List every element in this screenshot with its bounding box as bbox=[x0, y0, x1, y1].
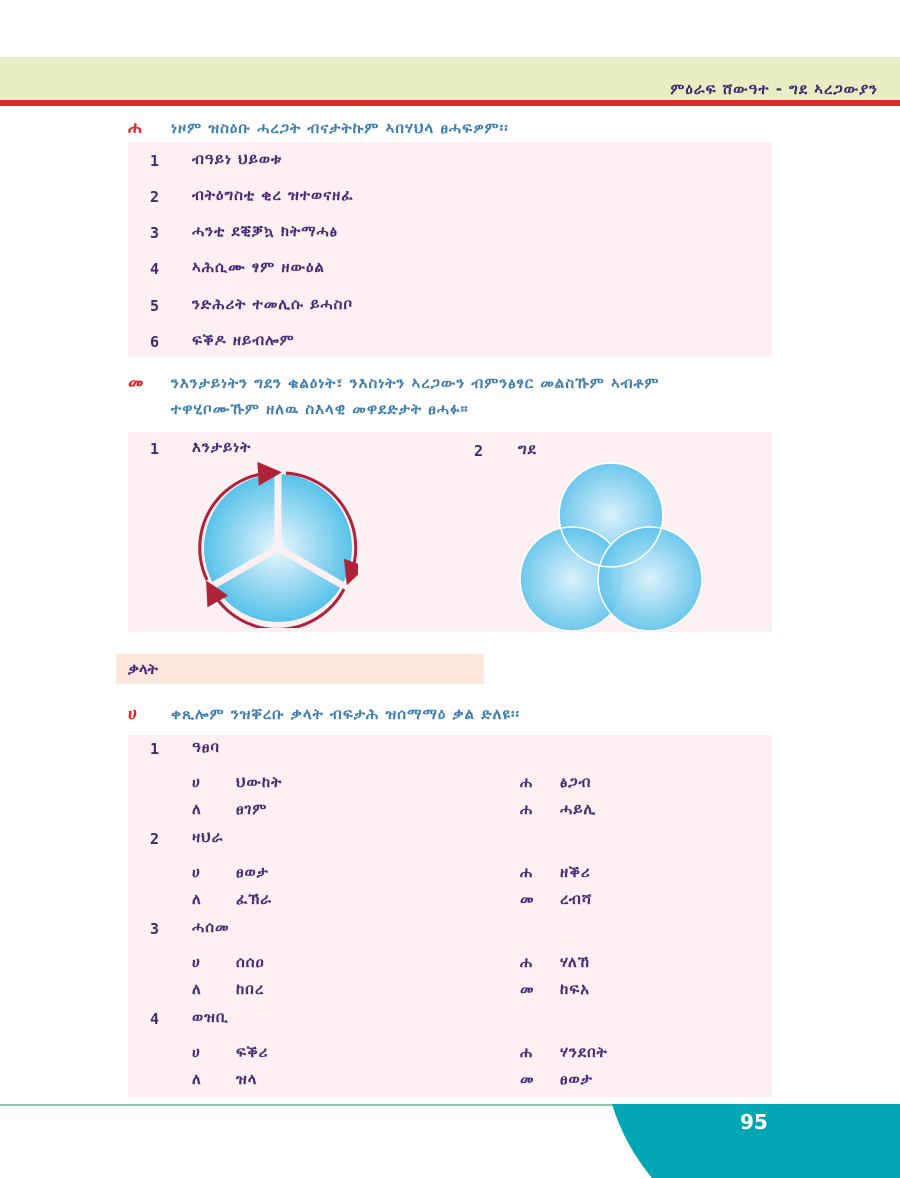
option-letter: ሐ bbox=[520, 773, 534, 791]
option-text: ዘቕሪ bbox=[560, 863, 591, 881]
option-text: ሃለኸ bbox=[560, 953, 590, 971]
option-text: ሃንደበት bbox=[560, 1043, 608, 1061]
list-item-number: 5 bbox=[150, 297, 160, 315]
option-letter: ሀ bbox=[192, 773, 201, 791]
option-letter: መ bbox=[520, 1070, 535, 1088]
vocab-word: ወዝቢ bbox=[192, 1008, 229, 1026]
question-me-line1: ንእንታይነትን ግደን ቁልዕነት፣ ንእስነትን ኣረጋውን ብምንፅፃር መልስኹም ኣብቶም bbox=[171, 374, 660, 392]
diagram-panel bbox=[128, 432, 772, 632]
option-text: ህውከት bbox=[236, 773, 283, 791]
option-text: ከፍአ bbox=[560, 980, 590, 998]
list-item-text: ብዓይነ ህይወቱ bbox=[192, 150, 283, 168]
header-rule bbox=[0, 100, 900, 106]
list-item-text: ሓንቲ ደቒቓኳ ክትማሓፅ bbox=[192, 222, 338, 240]
vocabulary-panel bbox=[128, 735, 772, 1097]
diagram-number: 2 bbox=[474, 442, 484, 460]
option-letter: ሐ bbox=[520, 863, 534, 881]
option-letter: ሀ bbox=[192, 953, 201, 971]
option-letter: መ bbox=[520, 980, 535, 998]
option-text: ረብሻ bbox=[560, 890, 593, 908]
option-letter: ለ bbox=[192, 980, 202, 998]
option-letter: ሐ bbox=[520, 800, 534, 818]
vocabulary-heading-tab bbox=[116, 654, 484, 684]
option-text: ፍቕሪ bbox=[236, 1043, 269, 1061]
list-item-number: 1 bbox=[150, 152, 160, 170]
venn-diagram bbox=[516, 458, 706, 638]
list-item-number: 2 bbox=[150, 188, 160, 206]
question-letter-ha: ሐ bbox=[128, 118, 142, 138]
vocab-word: ሓሰመ bbox=[192, 918, 230, 936]
option-letter: ለ bbox=[192, 800, 202, 818]
vocabulary-question: ቀጺሎም ንዝቐረቡ ቃላት ብፍታሕ ዝሰማማዕ ቃል ድለዩ፡፡ bbox=[171, 705, 521, 723]
chapter-title: ምዕራፍ ሸውዓተ - ግደ ኣረጋውያን bbox=[670, 80, 878, 98]
phrase-list-panel bbox=[128, 142, 772, 357]
option-text: ፀወታ bbox=[560, 1070, 593, 1088]
option-letter: መ bbox=[520, 890, 535, 908]
list-item-text: ንድሕሪት ተመሊሱ ይሓስቦ bbox=[192, 295, 354, 313]
page-number: 95 bbox=[740, 1110, 768, 1134]
vocabulary-heading: ቃላት bbox=[128, 660, 158, 678]
option-text: ፀገም bbox=[236, 800, 268, 818]
vocab-number: 3 bbox=[150, 920, 160, 938]
option-text: ፀወታ bbox=[236, 863, 269, 881]
diagram-number: 1 bbox=[150, 440, 160, 458]
question-me-line2: ተዋሂቦሙኹም ዘለዉ ስእላዊ መዋደድታት ፀሓፉ። bbox=[171, 400, 469, 418]
option-text: ሰሰዐ bbox=[236, 953, 265, 971]
diagram-label: ግደ bbox=[518, 440, 537, 458]
option-text: ሓይሊ bbox=[560, 800, 597, 818]
question-letter-me: መ bbox=[128, 373, 144, 393]
option-text: ፈኽራ bbox=[236, 890, 273, 908]
option-letter: ለ bbox=[192, 1070, 202, 1088]
vocab-number: 1 bbox=[150, 740, 160, 758]
option-letter: ሀ bbox=[192, 863, 201, 881]
question-ha-text: ነዞም ዝስዕቡ ሓረጋት ብናታትኩም ኣበሃህላ ፀሓፍዎም፡፡ bbox=[171, 119, 509, 137]
option-letter: ሀ bbox=[192, 1043, 201, 1061]
option-letter: ሐ bbox=[520, 953, 534, 971]
vocab-number: 2 bbox=[150, 830, 160, 848]
list-item-number: 3 bbox=[150, 224, 160, 242]
cycle-diagram bbox=[198, 458, 358, 628]
option-text: ፅጋብ bbox=[560, 773, 592, 791]
vocab-word: ዛህራ bbox=[192, 828, 224, 846]
list-item-number: 6 bbox=[150, 333, 160, 351]
option-text: ከበረ bbox=[236, 980, 265, 998]
list-item-text: ፍቕዶ ዘይብሎም bbox=[192, 331, 295, 349]
option-letter: ሐ bbox=[520, 1043, 534, 1061]
vocab-word: ዓፀባ bbox=[192, 738, 220, 756]
question-letter-ha-vocab: ሀ bbox=[128, 704, 137, 724]
list-item-text: ብትዕግስቲ ቂረ ዝተወናዘፈ bbox=[192, 186, 354, 204]
diagram-label: እንታይነት bbox=[192, 438, 252, 456]
option-letter: ለ bbox=[192, 890, 202, 908]
list-item-number: 4 bbox=[150, 260, 160, 278]
vocab-number: 4 bbox=[150, 1010, 160, 1028]
option-text: ዝላ bbox=[236, 1070, 258, 1088]
list-item-text: ኣሕሲሙ ፃም ዘውዕል bbox=[192, 258, 325, 276]
